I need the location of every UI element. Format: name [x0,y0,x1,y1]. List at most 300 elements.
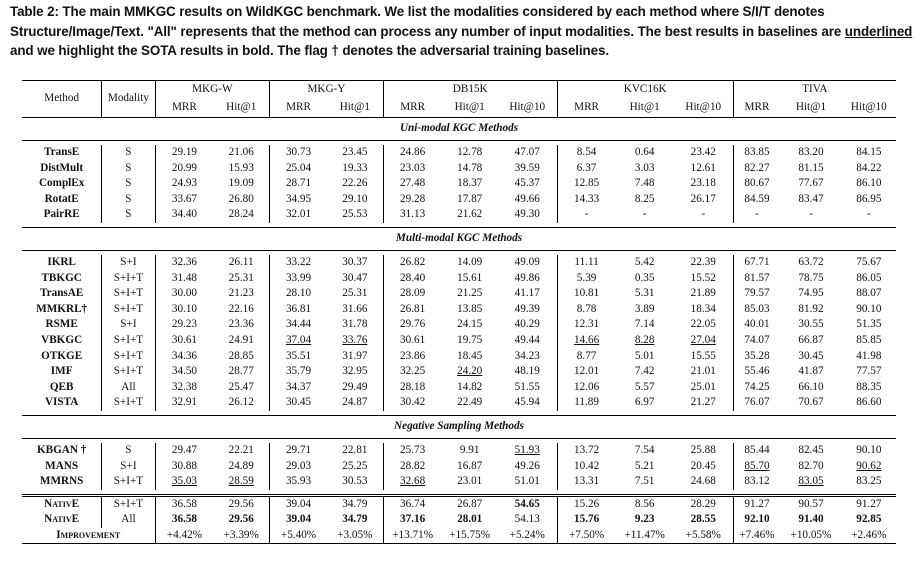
value-cell: - [642,208,647,221]
table-row [22,459,896,475]
value-cell: 32.95 [342,365,368,378]
value-cell: 83.05 [798,475,824,488]
improvement-value: +7.50% [557,528,615,544]
value-cell: 31.48 [155,271,213,287]
value-cell: - [557,207,615,223]
value-cell: 12.85 [557,176,615,192]
value-cell: 26.11 [228,255,254,268]
value-cell: 15.55 [690,349,716,362]
value-cell: 7.48 [634,177,655,190]
improvement-value: +5.58% [674,528,733,544]
value-cell: 19.75 [457,333,483,346]
value-cell: 24.91 [228,333,254,346]
value-cell: 29.56 [228,513,254,526]
table-row [22,302,896,318]
value-cell: 82.45 [798,443,824,456]
value-cell: 30.47 [342,271,368,284]
value-cell: 34.50 [155,364,213,380]
method-name: IMF [50,365,73,378]
caption-part2: and we highlight the SOTA results in bold. The flag † denotes the adversarial training baselines. [10,43,609,58]
method-name: RSME [45,318,78,331]
value-cell: 25.01 [690,380,716,393]
value-cell: 40.01 [733,317,780,333]
value-cell: 29.28 [383,192,441,208]
value-cell: 63.72 [798,255,824,268]
value-cell: 36.58 [155,495,213,512]
value-cell: 33.76 [342,333,368,346]
value-cell: 51.93 [514,443,540,456]
value-cell: 14.66 [557,333,615,349]
value-cell: 7.14 [634,318,655,331]
value-cell: 81.92 [798,302,824,315]
modality: S [102,145,155,161]
table-row [22,161,896,177]
value-cell: 21.23 [228,287,254,300]
header-dataset-tiva: TIVA [733,81,896,100]
value-cell: 24.89 [228,459,254,472]
table-caption [10,2,915,61]
value-cell: 12.31 [557,317,615,333]
value-cell: 7.42 [634,365,655,378]
value-cell: 5.01 [634,349,655,362]
value-cell: 82.27 [733,161,780,177]
value-cell: 54.65 [498,495,557,512]
value-cell: 29.03 [270,459,327,475]
value-cell: 88.07 [856,287,882,300]
value-cell: 32.68 [383,474,441,490]
improvement-value: +15.75% [442,528,498,544]
value-cell: 11.11 [557,255,615,271]
value-cell: 30.55 [798,318,824,331]
value-cell: 25.47 [228,380,254,393]
value-cell: 29.49 [342,380,368,393]
method-name: PairRE [43,208,80,221]
method-name: IKRL [47,255,76,268]
table-row [22,176,896,192]
method-name: DistMult [40,161,84,174]
header-metric-mrr: MRR [383,99,441,118]
modality: S+I+T [102,302,155,318]
method-name: ComplEx [38,177,85,190]
value-cell: 85.44 [733,443,780,459]
value-cell: 86.05 [856,271,882,284]
value-cell: 28.71 [270,176,327,192]
value-cell: 23.01 [457,475,483,488]
value-cell: 30.45 [798,349,824,362]
value-cell: 83.20 [798,146,824,158]
value-cell: 83.85 [733,145,780,161]
value-cell: 49.09 [514,255,540,268]
value-cell: 54.13 [514,513,540,526]
value-cell: 35.79 [270,364,327,380]
modality: S+I+T [102,333,155,349]
value-cell: 9.91 [459,443,480,456]
value-cell: 25.25 [342,459,368,472]
value-cell: 77.57 [856,365,882,378]
value-cell: 28.10 [270,286,327,302]
value-cell: 39.59 [514,161,540,174]
value-cell: 28.40 [383,271,441,287]
value-cell: 30.73 [270,145,327,161]
value-cell: 30.42 [383,395,441,411]
method-name: RotatE [44,192,79,205]
value-cell: 23.42 [690,146,716,158]
value-cell: 17.87 [457,192,483,205]
value-cell: 49.30 [514,208,540,221]
value-cell: 34.44 [270,317,327,333]
value-cell: 74.95 [798,287,824,300]
value-cell: 8.56 [616,495,674,512]
header-metric-hit10: Hit@10 [842,99,896,118]
header-metric-mrr: MRR [270,99,327,118]
value-cell: 70.67 [798,396,824,409]
value-cell: 26.87 [442,495,498,512]
value-cell: 91.27 [733,495,780,512]
header-metric-mrr: MRR [733,99,780,118]
value-cell: 55.46 [733,364,780,380]
value-cell: 27.04 [690,333,716,346]
method-name: MMRNS [39,475,84,488]
value-cell: 86.10 [856,177,882,190]
value-cell: 82.70 [798,459,824,472]
value-cell: 16.87 [457,459,483,472]
modality: S+I+T [102,349,155,365]
method-name: VBKGC [41,333,83,346]
value-cell: 28.59 [228,475,254,488]
value-cell: 75.67 [856,255,882,268]
value-cell: 30.61 [155,333,213,349]
value-cell: 37.16 [383,512,441,528]
value-cell: 15.76 [557,512,615,528]
value-cell: 51.55 [514,380,540,393]
value-cell: 21.62 [457,208,483,221]
value-cell: 28.82 [383,459,441,475]
value-cell: 32.91 [155,395,213,411]
value-cell: 5.39 [557,271,615,287]
value-cell: 84.22 [856,161,882,174]
method-name: NativE [44,513,80,526]
header-metric-hit1: Hit@1 [442,99,498,118]
header-row-datasets [22,81,896,100]
value-cell: 49.86 [514,271,540,284]
value-cell: 26.17 [690,192,716,205]
value-cell: 6.97 [634,396,655,409]
value-cell: 34.79 [342,513,368,526]
value-cell: 34.23 [514,349,540,362]
value-cell: 35.51 [270,349,327,365]
improvement-label: Improvement [22,528,155,544]
value-cell: 21.06 [228,146,254,158]
value-cell: 49.26 [514,459,540,472]
value-cell: 13.85 [457,302,483,315]
value-cell: 14.33 [557,192,615,208]
value-cell: - [733,207,780,223]
value-cell: 26.82 [383,255,441,271]
value-cell: 41.98 [856,349,882,362]
value-cell: 9.23 [634,513,655,526]
value-cell: 35.03 [155,474,213,490]
value-cell: 28.77 [228,365,254,378]
value-cell: 92.10 [733,512,780,528]
value-cell: 45.37 [514,177,540,190]
value-cell: 5.57 [634,380,655,393]
value-cell: 14.82 [457,380,483,393]
value-cell: 32.38 [155,380,213,396]
modality: S [102,192,155,208]
value-cell: 29.47 [155,443,213,459]
value-cell: 15.93 [228,161,254,174]
value-cell: 36.81 [270,302,327,318]
value-cell: 14.09 [457,255,483,268]
section-title: Uni-modal KGC Methods [22,118,896,141]
value-cell: 51.01 [514,475,540,488]
modality: S+I+T [102,271,155,287]
value-cell: 40.29 [514,318,540,331]
modality: All [102,512,155,528]
value-cell: 10.81 [557,286,615,302]
value-cell: 81.15 [798,161,824,174]
value-cell: 36.58 [155,512,213,528]
value-cell: 30.88 [155,459,213,475]
improvement-value: +5.24% [498,528,557,544]
value-cell: 85.03 [733,302,780,318]
value-cell: 21.01 [690,365,716,378]
header-metric-hit1: Hit@1 [327,99,383,118]
modality: S+I [102,317,155,333]
value-cell: 32.01 [270,207,327,223]
value-cell: 23.36 [228,318,254,331]
header-dataset-mkgy: MKG-Y [270,81,384,100]
improvement-value: +11.47% [616,528,674,544]
table-row [22,192,896,208]
modality: S+I+T [102,395,155,411]
table-row [22,333,896,349]
method-name: TBKGC [41,271,82,284]
value-cell: 5.21 [634,459,655,472]
value-cell: 34.36 [155,349,213,365]
value-cell: 30.00 [155,286,213,302]
value-cell: 86.95 [856,192,882,205]
value-cell: 23.86 [383,349,441,365]
header-metric-mrr: MRR [557,99,615,118]
value-cell: 23.45 [342,146,368,158]
modality: S+I+T [102,495,155,512]
modality: S+I+T [102,474,155,490]
value-cell: 3.89 [634,302,655,315]
value-cell: 15.52 [690,271,716,284]
value-cell: 32.25 [383,364,441,380]
value-cell: 22.26 [342,177,368,190]
value-cell: 18.45 [457,349,483,362]
value-cell: 25.04 [270,161,327,177]
value-cell: 28.85 [228,349,254,362]
improvement-value: +3.39% [213,528,269,544]
value-cell: 33.67 [155,192,213,208]
value-cell: 6.37 [557,161,615,177]
value-cell: 25.53 [342,208,368,221]
value-cell: 66.87 [798,333,824,346]
value-cell: 83.25 [856,475,882,488]
section-title: Negative Sampling Methods [22,415,896,438]
value-cell: 90.62 [856,459,882,472]
table-row [22,474,896,490]
table-row [22,364,896,380]
value-cell: 3.03 [634,161,655,174]
header-modality: Modality [102,81,155,118]
table-row [22,286,896,302]
method-name: VISTA [44,396,79,409]
value-cell: 19.33 [342,161,368,174]
value-cell: 10.42 [557,459,615,475]
value-cell: 12.01 [557,364,615,380]
value-cell: 47.07 [514,146,540,158]
value-cell: 25.88 [690,443,716,456]
value-cell: 30.45 [270,395,327,411]
value-cell: 84.59 [733,192,780,208]
value-cell: 30.53 [342,475,368,488]
modality: S [102,443,155,459]
method-name: MMKRL† [36,302,88,315]
value-cell: 22.05 [690,318,716,331]
modality: S [102,176,155,192]
value-cell: 12.78 [457,146,483,158]
caption-part1: Table 2: The main MMKGC results on WildKGC benchmark. We list the modalities considered by each method where S/I/T denotes Structure/Image/Text. "All" represents that the method can process any number of input modalities. The best results in baselines are [10,4,845,39]
modality: S+I+T [102,364,155,380]
value-cell: 18.34 [690,302,716,315]
value-cell: 45.94 [514,396,540,409]
value-cell: 0.64 [634,146,655,158]
value-cell: 15.61 [457,271,483,284]
value-cell: 29.19 [155,145,213,161]
value-cell: 22.16 [228,302,254,315]
value-cell: 22.21 [228,443,254,456]
table-row [22,255,896,271]
table-row [22,317,896,333]
modality: S+I+T [102,286,155,302]
value-cell: 24.20 [457,365,483,378]
value-cell: 34.79 [327,495,383,512]
improvement-value: +3.05% [327,528,383,544]
improvement-row [22,528,896,544]
section-title: Multi-modal KGC Methods [22,227,896,250]
value-cell: 91.40 [798,513,824,526]
value-cell: 29.10 [342,192,368,205]
value-cell: 41.17 [514,287,540,300]
value-cell: 8.78 [557,302,615,318]
header-metric-hit1: Hit@1 [213,99,269,118]
value-cell: 85.85 [856,333,882,346]
value-cell: 49.39 [514,302,540,315]
value-cell: 37.04 [270,333,327,349]
value-cell: 51.35 [856,318,882,331]
value-cell: 22.49 [457,396,483,409]
value-cell: 26.80 [228,192,254,205]
value-cell: 8.28 [634,333,655,346]
value-cell: 39.04 [270,512,327,528]
value-cell: 15.26 [557,495,615,512]
value-cell: 24.68 [690,475,716,488]
value-cell: 35.93 [270,474,327,490]
value-cell: 14.78 [457,161,483,174]
header-method: Method [22,81,102,118]
value-cell: 31.78 [342,318,368,331]
table-row [22,349,896,365]
value-cell: 74.07 [733,333,780,349]
value-cell: 24.93 [155,176,213,192]
improvement-value: +13.71% [383,528,441,544]
value-cell: 83.47 [798,192,824,205]
value-cell: 18.37 [457,177,483,190]
value-cell: 19.09 [228,177,254,190]
caption-underlined: underlined [844,23,913,39]
table-row [22,380,896,396]
value-cell: 30.10 [155,302,213,318]
value-cell: 80.67 [733,176,780,192]
value-cell: 26.81 [383,302,441,318]
modality: S+I [102,255,155,271]
value-cell: 90.10 [856,302,882,315]
value-cell: 92.85 [856,513,882,526]
modality: S [102,161,155,177]
value-cell: 28.09 [383,286,441,302]
value-cell: 36.74 [383,495,441,512]
header-metric-hit10: Hit@10 [674,99,733,118]
value-cell: 12.06 [557,380,615,396]
value-cell: 33.99 [270,271,327,287]
value-cell: 21.27 [690,396,716,409]
value-cell: 13.72 [557,443,615,459]
value-cell: 49.44 [514,333,540,346]
value-cell: 23.03 [383,161,441,177]
value-cell: 29.76 [383,317,441,333]
value-cell: 83.12 [733,474,780,490]
value-cell: 29.71 [270,443,327,459]
value-cell: 0.35 [634,271,655,284]
value-cell: 20.99 [155,161,213,177]
value-cell: 28.29 [674,495,733,512]
value-cell: 22.39 [690,255,716,268]
value-cell: 29.23 [155,317,213,333]
value-cell: 31.13 [383,207,441,223]
table-row [22,495,896,512]
value-cell: 34.40 [155,207,213,223]
value-cell: 12.61 [690,161,716,174]
value-cell: 90.57 [780,495,841,512]
value-cell: 32.36 [155,255,213,271]
value-cell: 34.37 [270,380,327,396]
value-cell: 25.73 [383,443,441,459]
table-row [22,443,896,459]
value-cell: 48.19 [514,365,540,378]
header-metric-hit1: Hit@1 [616,99,674,118]
improvement-value: +5.40% [270,528,327,544]
value-cell: 76.07 [733,395,780,411]
value-cell: 27.48 [383,176,441,192]
value-cell: - [866,208,871,221]
value-cell: 7.51 [634,475,655,488]
value-cell: - [701,208,706,221]
method-name: NativE [22,495,102,512]
value-cell: 81.57 [733,271,780,287]
value-cell: 7.54 [634,443,655,456]
method-name: KBGAN † [36,443,87,456]
value-cell: 8.25 [634,192,655,205]
value-cell: 78.75 [798,271,824,284]
value-cell: 84.15 [856,146,882,158]
value-cell: 49.66 [514,192,540,205]
value-cell: 28.18 [383,380,441,396]
value-cell: 20.45 [690,459,716,472]
